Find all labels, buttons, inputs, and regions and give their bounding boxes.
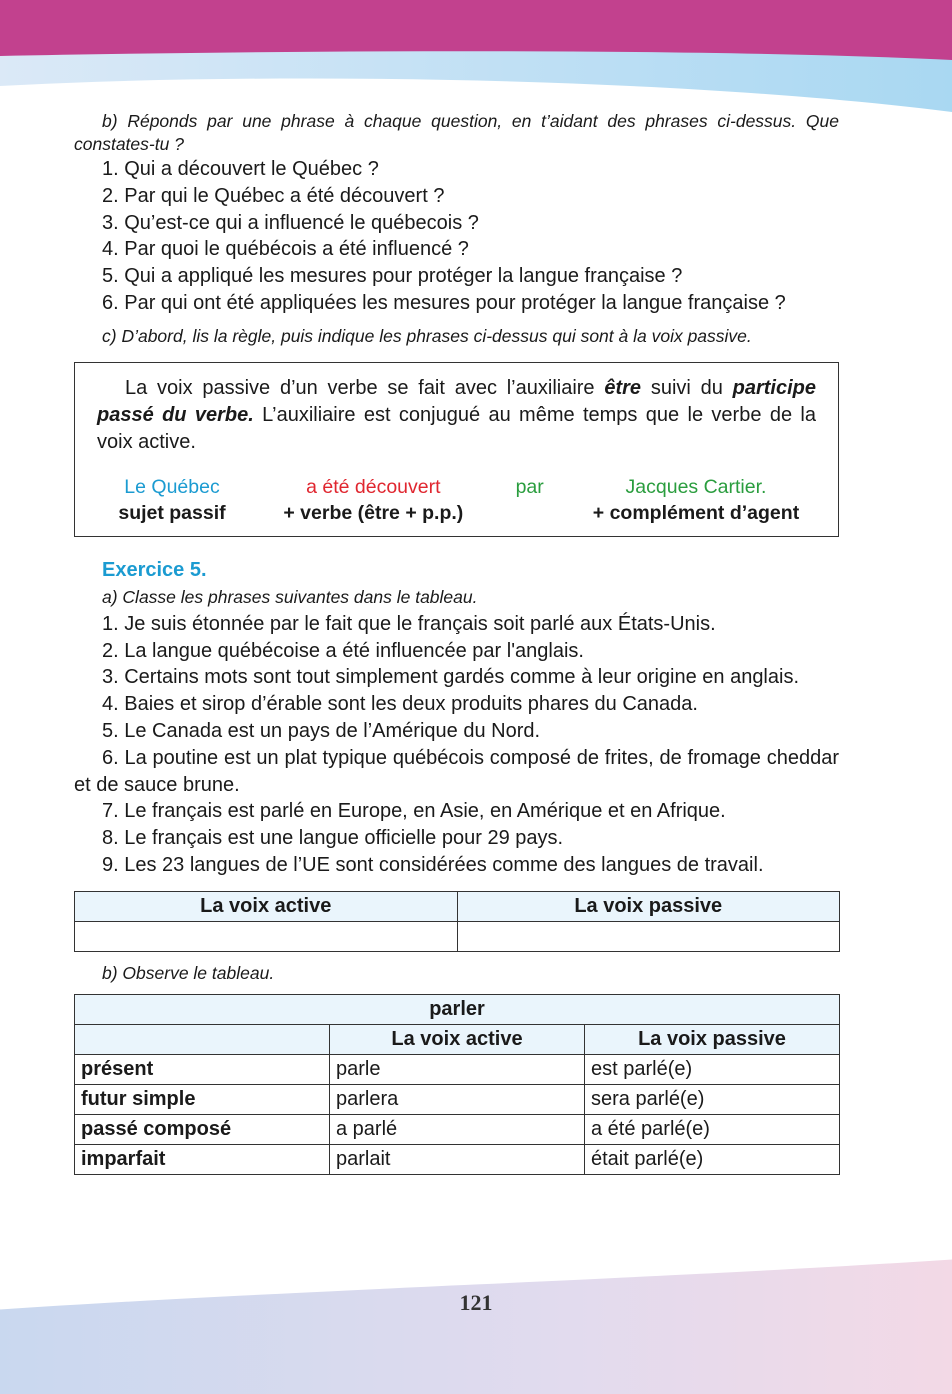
top-decorative-band [0, 0, 952, 120]
instruction-c: c) D’abord, lis la règle, puis indique les phrases ci-dessus qui sont à la voix passive. [102, 325, 752, 346]
classify-header-active: La voix active [75, 891, 458, 921]
classify-header-passive: La voix passive [457, 891, 840, 921]
conj-header-empty [75, 1024, 330, 1054]
table-row [75, 1054, 840, 1084]
sentence-list [74, 611, 839, 879]
classify-table [74, 891, 840, 952]
list-item: 4. Par quoi le québécois a été influencé ? [102, 238, 469, 261]
list-item: 4. Baies et sirop d’érable sont les deux produits phares du Canada. [102, 693, 698, 716]
exercise-title: Exercice 5. [102, 558, 207, 581]
classify-cell-passive[interactable] [457, 921, 840, 951]
rule-example [97, 474, 816, 526]
rule-text [97, 375, 816, 456]
passive-cell: sera parlé(e) [585, 1084, 840, 1114]
list-item: 1. Je suis étonnée par le fait que le français soit parlé aux États-Unis. [102, 612, 716, 635]
conj-header-passive: La voix passive [585, 1024, 840, 1054]
example-subject: Le Québec [124, 475, 220, 498]
active-cell: parle [330, 1054, 585, 1084]
table-row [75, 1114, 840, 1144]
conj-header-active: La voix active [330, 1024, 585, 1054]
example-verb: a été découvert [306, 475, 441, 498]
rule-keyword-etre: être [604, 376, 642, 399]
list-item: 2. La langue québécoise a été influencée par l'anglais. [102, 639, 584, 662]
list-item: 8. Le français est une langue officielle pour 29 pays. [102, 827, 564, 850]
page-content [74, 110, 839, 1175]
passive-cell: a été parlé(e) [585, 1114, 840, 1144]
example-agent: Jacques Cartier. [625, 475, 767, 498]
list-item: 6. Par qui ont été appliquées les mesures pour protéger la langue française ? [102, 291, 786, 314]
list-item: 2. Par qui le Québec a été découvert ? [102, 184, 445, 207]
example-par: par [515, 475, 544, 498]
active-cell: parlait [330, 1144, 585, 1174]
rule-keyword-participe: participe passé du verbe. [97, 376, 816, 426]
bottom-decorative-band [0, 1250, 952, 1394]
rule-box [74, 362, 839, 537]
tense-cell: présent [75, 1054, 330, 1084]
list-item: 3. Qu’est-ce qui a influencé le québecois ? [102, 211, 479, 234]
list-item: 9. Les 23 langues de l’UE sont considérées comme des langues de travail. [102, 853, 764, 876]
example-verb-col [263, 474, 483, 526]
tense-cell: futur simple [75, 1084, 330, 1114]
classify-cell-active[interactable] [75, 921, 458, 951]
list-item: 1. Qui a découvert le Québec ? [102, 158, 379, 180]
example-subject-col [97, 474, 247, 526]
conjugation-table [74, 994, 840, 1175]
table-row [75, 1084, 840, 1114]
active-cell: parlera [330, 1084, 585, 1114]
example-par-label [500, 500, 560, 526]
question-list [74, 156, 839, 317]
rule-text-part: L’auxiliaire est conjugué au même temps que le verbe de la voix active. [97, 403, 816, 453]
list-item: 6. La poutine est un plat typique québécois composé de frites, de fromage cheddar et de sauce brune. [74, 746, 839, 796]
list-item: 7. Le français est parlé en Europe, en Asie, en Amérique et en Afrique. [102, 800, 726, 823]
list-item: 5. Qui a appliqué les mesures pour protéger la langue française ? [102, 265, 683, 288]
tense-cell: passé composé [75, 1114, 330, 1144]
active-cell: a parlé [330, 1114, 585, 1144]
passive-cell: est parlé(e) [585, 1054, 840, 1084]
list-item: 5. Le Canada est un pays de l’Amérique du Nord. [102, 719, 541, 742]
list-item: 3. Certains mots sont tout simplement gardés comme à leur origine en anglais. [102, 666, 800, 689]
page-number: 121 [459, 1290, 493, 1315]
table-row [75, 1144, 840, 1174]
example-agent-label: + complément d’agent [592, 501, 800, 524]
tense-cell: imparfait [75, 1144, 330, 1174]
example-par-col [500, 474, 560, 526]
conj-verb-header: parler [75, 994, 840, 1024]
example-verb-label: + verbe (être + p.p.) [283, 501, 464, 524]
rule-text-part: La voix passive d’un verbe se fait avec l’auxiliaire [125, 376, 605, 399]
instruction-a: a) Classe les phrases suivantes dans le tableau. [102, 586, 478, 607]
rule-text-part: suivi du [641, 376, 733, 399]
instruction-b2: b) Observe le tableau. [102, 962, 275, 983]
passive-cell: était parlé(e) [585, 1144, 840, 1174]
example-subject-label: sujet passif [118, 501, 226, 524]
instruction-b: b) Réponds par une phrase à chaque question, en t’aidant des phrases ci-dessus. Que constates-tu ? [74, 111, 839, 154]
example-agent-col [576, 474, 816, 526]
